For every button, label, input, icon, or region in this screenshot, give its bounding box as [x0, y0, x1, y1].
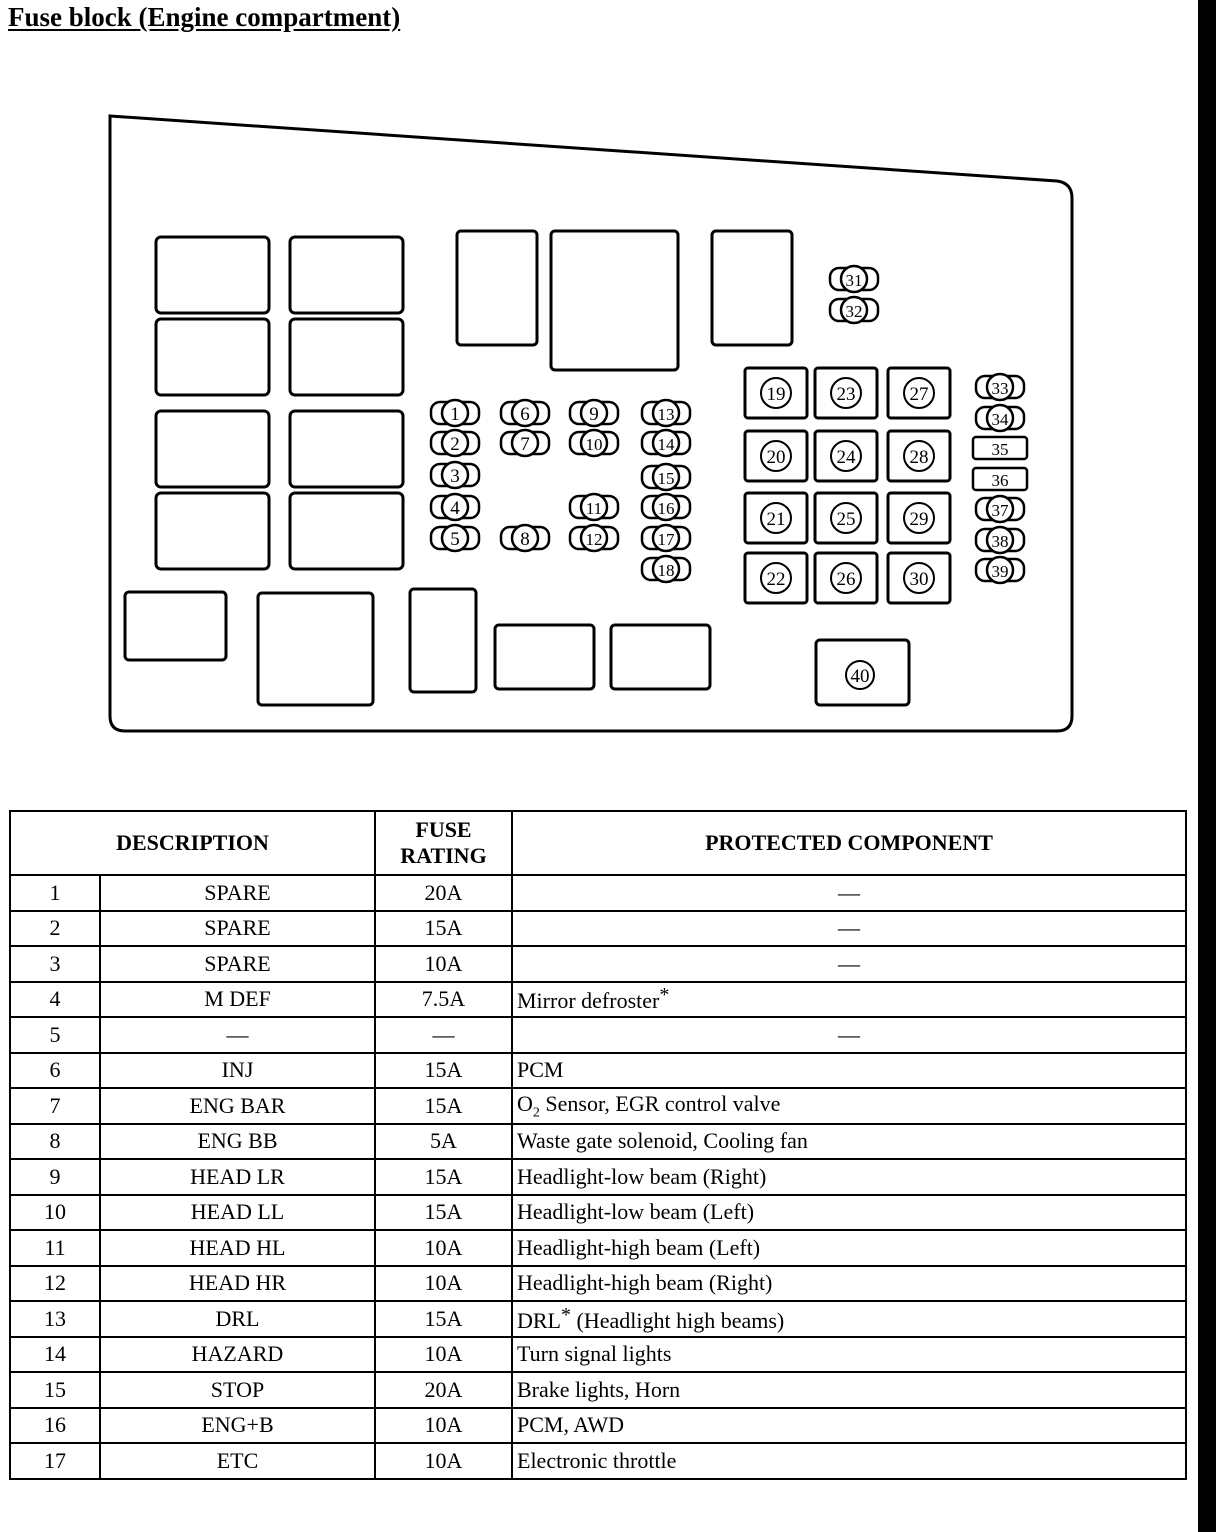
component-text: Mirror defroster — [517, 988, 660, 1014]
small-fuse — [431, 430, 479, 456]
fuse-number-label: 3 — [450, 466, 460, 487]
fuse-number-label: 33 — [991, 379, 1009, 398]
protected-component-cell — [512, 1017, 1186, 1053]
square-fuse — [815, 368, 877, 418]
fuse-number-cell: 10 — [10, 1195, 100, 1231]
protected-component-cell — [512, 946, 1186, 982]
fuse-number-label: 35 — [991, 440, 1009, 459]
header-rating-line1: FUSE — [415, 817, 472, 842]
square-fuse — [815, 431, 877, 481]
fuse-rating-cell: 15A — [375, 911, 512, 947]
component-text: Headlight-high beam (Right) — [517, 1270, 773, 1296]
fuse-number-cell: 15 — [10, 1372, 100, 1408]
fuse-rating-cell: 15A — [375, 1159, 512, 1195]
table-row — [10, 1159, 1186, 1195]
fuse-number-label: 23 — [836, 384, 856, 405]
table-header-row — [10, 811, 1186, 875]
fuse-description-cell: SPARE — [100, 946, 375, 982]
header-description: DESCRIPTION — [10, 811, 375, 875]
fuse-description-cell: — — [100, 1017, 375, 1053]
fuse-number-label: 27 — [909, 384, 929, 405]
fuse-rating-cell: — — [375, 1017, 512, 1053]
table-row — [10, 1088, 1186, 1124]
component-text: O — [517, 1090, 533, 1116]
component-text: — — [838, 879, 860, 905]
fuse-table — [9, 810, 1187, 1480]
small-fuse — [642, 400, 690, 426]
fuse-number-cell: 17 — [10, 1443, 100, 1479]
fuse-number-label: 39 — [991, 562, 1009, 581]
fuse-number-cell: 12 — [10, 1266, 100, 1302]
fuse-number-cell: 13 — [10, 1301, 100, 1337]
fuse-number-cell: 3 — [10, 946, 100, 982]
relay — [156, 493, 269, 569]
table-row — [10, 1408, 1186, 1444]
footnote-asterisk: * — [561, 1303, 571, 1326]
small-fuse — [501, 400, 549, 426]
fuse-rating-cell: 20A — [375, 875, 512, 911]
square-fuse — [888, 368, 950, 418]
small-fuse — [570, 494, 618, 520]
fuse-number-cell: 11 — [10, 1230, 100, 1266]
fuse-rating-cell: 5A — [375, 1124, 512, 1160]
fuse-number-label: 25 — [836, 509, 856, 530]
small-fuse — [642, 494, 690, 520]
small-fuse — [642, 430, 690, 456]
fuse-description-cell: STOP — [100, 1372, 375, 1408]
fuse-number-cell: 6 — [10, 1053, 100, 1089]
small-fuse — [431, 400, 479, 426]
fuse-number-label: 6 — [520, 404, 530, 425]
fuse-number-label: 28 — [909, 447, 929, 468]
page-title: Fuse block (Engine compartment) — [8, 2, 401, 32]
fuse-number-label: 37 — [991, 501, 1009, 520]
protected-component-cell — [512, 1124, 1186, 1160]
fuse-number-label: 19 — [766, 384, 786, 405]
fuse-number-cell: 8 — [10, 1124, 100, 1160]
fuse-number-cell: 16 — [10, 1408, 100, 1444]
fuse-number-label: 5 — [450, 529, 460, 550]
fuse-number-label: 1 — [450, 404, 460, 425]
fuse-rating-cell: 10A — [375, 946, 512, 982]
component-text: — — [838, 915, 860, 941]
small-fuse — [570, 525, 618, 551]
small-fuse — [976, 527, 1024, 553]
fuse-number-cell: 1 — [10, 875, 100, 911]
relay — [551, 231, 678, 370]
square-fuse — [815, 493, 877, 543]
small-fuse — [976, 374, 1024, 400]
component-text: — — [838, 950, 860, 976]
fuse-number-label: 13 — [657, 405, 675, 424]
fuse-description-cell: SPARE — [100, 911, 375, 947]
fuse-number-label: 12 — [585, 530, 603, 549]
table-row — [10, 1124, 1186, 1160]
fuse-number-label: 10 — [585, 435, 603, 454]
fuse-number-label: 36 — [991, 471, 1009, 490]
component-text: Brake lights, Horn — [517, 1376, 681, 1402]
protected-component-cell — [512, 1159, 1186, 1195]
fuse-number-label: 31 — [845, 271, 863, 290]
square-fuse — [888, 553, 950, 603]
square-fuse — [745, 368, 807, 418]
small-fuse — [431, 462, 479, 488]
small-fuse — [501, 430, 549, 456]
component-text: Turn signal lights — [517, 1341, 672, 1367]
fuse-rating-cell: 15A — [375, 1301, 512, 1337]
fuse-number-label: 2 — [450, 434, 460, 455]
protected-component-cell — [512, 1088, 1186, 1124]
fuse-description-cell: HEAD HR — [100, 1266, 375, 1302]
fuse-number-label: 7 — [520, 434, 530, 455]
small-fuse — [976, 557, 1024, 583]
small-fuse — [973, 468, 1027, 490]
small-fuse — [570, 400, 618, 426]
header-rating-line2: RATING — [400, 843, 487, 868]
square-fuse — [888, 431, 950, 481]
fuse-number-label: 9 — [589, 404, 599, 425]
relay — [290, 319, 403, 395]
component-text: — — [838, 1021, 860, 1047]
fuse-rating-cell: 10A — [375, 1266, 512, 1302]
relay — [457, 231, 537, 345]
component-subscript: 2 — [532, 1104, 540, 1120]
relay — [495, 625, 594, 689]
fuse-description-cell: HEAD LL — [100, 1195, 375, 1231]
table-row — [10, 1266, 1186, 1302]
fuse-rating-cell: 7.5A — [375, 982, 512, 1018]
fuse-description-cell: M DEF — [100, 982, 375, 1018]
protected-component-cell — [512, 1230, 1186, 1266]
component-text: Headlight-high beam (Left) — [517, 1234, 761, 1260]
relay — [258, 593, 373, 705]
small-fuse — [431, 494, 479, 520]
protected-component-cell — [512, 1372, 1186, 1408]
fuse-description-cell: DRL — [100, 1301, 375, 1337]
fuse-rating-cell: 15A — [375, 1053, 512, 1089]
small-fuse — [642, 556, 690, 582]
fuse-number-label: 40 — [850, 666, 870, 687]
component-text: PCM — [517, 1057, 564, 1083]
relay — [290, 237, 403, 313]
fuse-rating-cell: 10A — [375, 1230, 512, 1266]
fuse-description-cell: ENG+B — [100, 1408, 375, 1444]
fuse-description-cell: HEAD LR — [100, 1159, 375, 1195]
fuse-number-label: 29 — [909, 509, 929, 530]
fuse-number-label: 15 — [657, 469, 675, 488]
fuse-number-label: 30 — [909, 569, 929, 590]
fuse-number-cell: 7 — [10, 1088, 100, 1124]
fuse-description-cell: ENG BB — [100, 1124, 375, 1160]
footnote-asterisk: * — [659, 984, 670, 1007]
fuse-description-cell: ETC — [100, 1443, 375, 1479]
relay — [156, 411, 269, 487]
fuse-description-cell: HAZARD — [100, 1337, 375, 1373]
fuse-rating-cell: 10A — [375, 1408, 512, 1444]
table-row — [10, 911, 1186, 947]
protected-component-cell — [512, 1301, 1186, 1337]
table-row — [10, 1230, 1186, 1266]
small-fuse — [976, 405, 1024, 431]
fuse-rating-cell: 15A — [375, 1088, 512, 1124]
small-fuse — [431, 525, 479, 551]
relay — [156, 237, 269, 313]
component-text: Headlight-low beam (Right) — [517, 1163, 767, 1189]
protected-component-cell — [512, 1266, 1186, 1302]
component-text: Waste gate solenoid, Cooling fan — [517, 1128, 808, 1154]
fuse-number-label: 26 — [836, 569, 856, 590]
square-fuse — [888, 493, 950, 543]
table-row — [10, 1053, 1186, 1089]
small-fuse — [642, 464, 690, 490]
component-text: Sensor, EGR control valve — [539, 1090, 781, 1116]
protected-component-cell — [512, 1195, 1186, 1231]
component-text: Electronic throttle — [517, 1447, 677, 1473]
table-row — [10, 1372, 1186, 1408]
fuse-number-label: 21 — [766, 509, 786, 530]
fuse-rating-cell: 15A — [375, 1195, 512, 1231]
table-row — [10, 946, 1186, 982]
header-fuse-rating — [375, 811, 512, 875]
relay — [156, 319, 269, 395]
fuse-number-label: 16 — [657, 499, 675, 518]
relay — [712, 231, 792, 345]
component-text: PCM, AWD — [517, 1412, 625, 1438]
small-fuse — [642, 525, 690, 551]
table-row — [10, 1195, 1186, 1231]
fuse-number-label: 20 — [766, 447, 786, 468]
fuse-description-cell: INJ — [100, 1053, 375, 1089]
fuse-rating-cell: 20A — [375, 1372, 512, 1408]
square-fuse — [745, 553, 807, 603]
protected-component-cell — [512, 1053, 1186, 1089]
fuse-number-label: 4 — [450, 498, 460, 519]
fuse-number-cell: 14 — [10, 1337, 100, 1373]
square-fuse — [745, 493, 807, 543]
component-text: DRL — [517, 1307, 561, 1333]
fuse-description-cell: SPARE — [100, 875, 375, 911]
component-text: Headlight-low beam (Left) — [517, 1199, 755, 1225]
component-text: (Headlight high beams) — [571, 1307, 785, 1333]
fuse-number-label: 17 — [657, 530, 675, 549]
fuse-number-label: 34 — [991, 410, 1009, 429]
small-fuse — [976, 496, 1024, 522]
fuse-description-cell: ENG BAR — [100, 1088, 375, 1124]
protected-component-cell — [512, 875, 1186, 911]
square-fuse — [745, 431, 807, 481]
relay — [290, 493, 403, 569]
main-fuse — [846, 661, 874, 689]
small-fuse — [830, 297, 878, 323]
fuse-number-label: 18 — [657, 561, 675, 580]
fuse-number-label: 8 — [520, 529, 530, 550]
small-fuse — [973, 437, 1027, 459]
small-fuse — [501, 525, 549, 551]
fuse-rating-cell: 10A — [375, 1443, 512, 1479]
fuse-number-cell: 5 — [10, 1017, 100, 1053]
fuse-block-diagram — [0, 0, 1216, 760]
protected-component-cell — [512, 982, 1186, 1018]
header-protected-component: PROTECTED COMPONENT — [512, 811, 1186, 875]
table-row — [10, 1443, 1186, 1479]
relay — [410, 589, 476, 692]
relay — [611, 625, 710, 689]
fuse-number-cell: 4 — [10, 982, 100, 1018]
fuse-rating-cell: 10A — [375, 1337, 512, 1373]
protected-component-cell — [512, 1408, 1186, 1444]
table-row — [10, 875, 1186, 911]
table-row — [10, 1017, 1186, 1053]
fuse-number-label: 32 — [845, 302, 863, 321]
fuse-number-label: 14 — [657, 435, 675, 454]
small-fuse — [830, 266, 878, 292]
table-row — [10, 1301, 1186, 1337]
protected-component-cell — [512, 1337, 1186, 1373]
protected-component-cell — [512, 911, 1186, 947]
protected-component-cell — [512, 1443, 1186, 1479]
fuse-description-cell: HEAD HL — [100, 1230, 375, 1266]
relay — [290, 411, 403, 487]
table-row — [10, 1337, 1186, 1373]
fuse-number-cell: 2 — [10, 911, 100, 947]
fuse-number-label: 11 — [585, 499, 603, 518]
fuse-number-label: 22 — [766, 569, 786, 590]
fuse-number-label: 24 — [836, 447, 856, 468]
fuse-number-label: 38 — [991, 532, 1009, 551]
square-fuse — [815, 553, 877, 603]
table-row — [10, 982, 1186, 1018]
fuse-number-cell: 9 — [10, 1159, 100, 1195]
small-fuse — [570, 430, 618, 456]
relay — [125, 592, 226, 660]
